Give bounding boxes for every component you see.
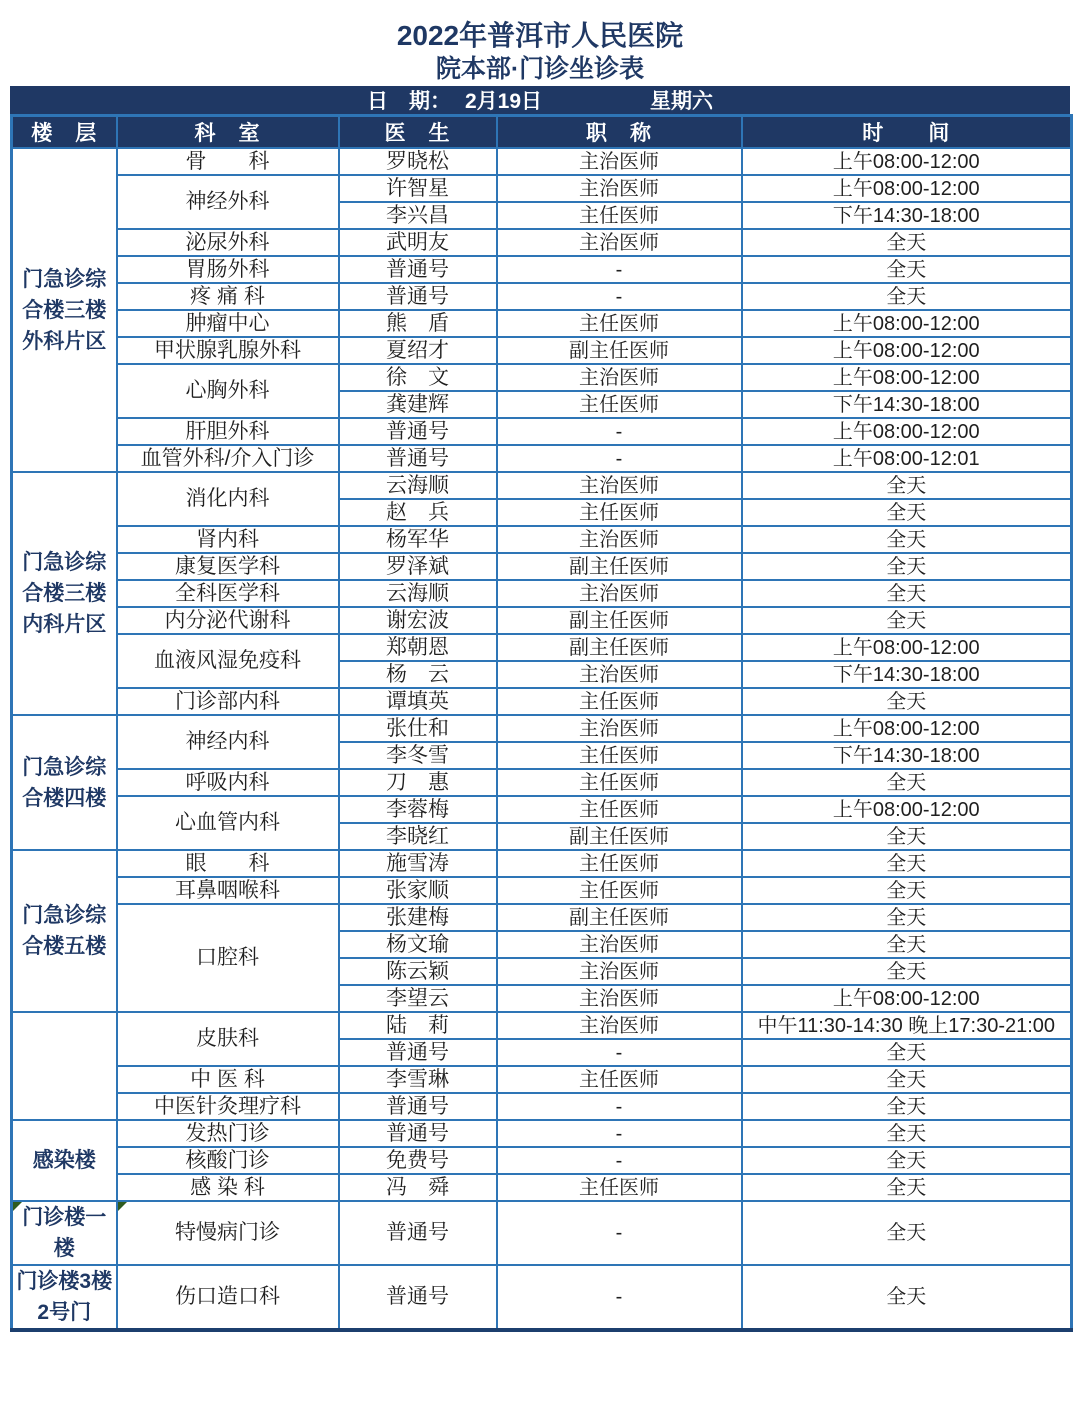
title-cell: 副主任医师 [497, 823, 742, 850]
department-cell: 骨 科 [117, 148, 339, 175]
department-cell: 中医针灸理疗科 [117, 1093, 339, 1120]
doctor-cell: 普通号 [339, 418, 497, 445]
department-cell: 感 染 科 [117, 1174, 339, 1201]
floor-cell [12, 850, 117, 1012]
department-cell: 耳鼻咽喉科 [117, 877, 339, 904]
column-header-floor: 楼 层 [12, 116, 117, 149]
title-cell: - [497, 418, 742, 445]
column-header-time: 时 间 [742, 116, 1072, 149]
floor-label-line: 门诊楼3楼 [16, 1270, 113, 1293]
floor-cell [12, 715, 117, 850]
title-cell: 副主任医师 [497, 634, 742, 661]
schedule-row [12, 1093, 1072, 1120]
title-cell: 主治医师 [497, 715, 742, 742]
floor-label-line: 门诊楼一 [22, 1206, 107, 1229]
title-cell: 主治医师 [497, 472, 742, 499]
time-cell: 全天 [742, 850, 1072, 877]
department-cell: 泌尿外科 [117, 229, 339, 256]
title-cell: - [497, 1039, 742, 1066]
department-cell: 呼吸内科 [117, 769, 339, 796]
schedule-row [12, 1201, 1072, 1265]
time-cell: 全天 [742, 472, 1072, 499]
time-cell: 上午08:00-12:00 [742, 715, 1072, 742]
department-cell: 胃肠外科 [117, 256, 339, 283]
doctor-cell: 陆 莉 [339, 1012, 497, 1039]
time-cell: 上午08:00-12:00 [742, 418, 1072, 445]
time-cell: 上午08:00-12:00 [742, 148, 1072, 175]
doctor-cell: 李雪琳 [339, 1066, 497, 1093]
floor-label-line: 外科片区 [22, 329, 107, 353]
column-header-department: 科 室 [117, 116, 339, 149]
floor-label-line: 门急诊综 [22, 904, 107, 927]
time-cell: 上午08:00-12:01 [742, 445, 1072, 472]
schedule-row [12, 337, 1072, 364]
title-cell: - [497, 256, 742, 283]
time-cell: 全天 [742, 1201, 1072, 1265]
doctor-cell: 郑朝恩 [339, 634, 497, 661]
title-cell: - [497, 1265, 742, 1330]
floor-label-line: 合楼五楼 [22, 935, 107, 958]
doctor-cell: 张家顺 [339, 877, 497, 904]
department-cell: 全科医学科 [117, 580, 339, 607]
time-cell: 下午14:30-18:00 [742, 661, 1072, 688]
schedule-row [12, 904, 1072, 931]
doctor-cell: 普通号 [339, 445, 497, 472]
schedule-row [12, 175, 1072, 202]
time-cell: 上午08:00-12:00 [742, 310, 1072, 337]
time-cell: 下午14:30-18:00 [742, 202, 1072, 229]
doctor-cell: 熊 盾 [339, 310, 497, 337]
doctor-cell: 云海顺 [339, 580, 497, 607]
title-cell: 主任医师 [497, 1174, 742, 1201]
time-cell: 全天 [742, 1066, 1072, 1093]
schedule-row [12, 877, 1072, 904]
floor-cell [12, 148, 117, 472]
department-cell: 口腔科 [117, 904, 339, 1012]
floor-label-line: 门急诊综 [22, 267, 107, 291]
doctor-cell: 普通号 [339, 1201, 497, 1265]
schedule-row [12, 607, 1072, 634]
doctor-cell: 夏绍才 [339, 337, 497, 364]
schedule-row [12, 418, 1072, 445]
floor-label-line: 合楼三楼 [22, 582, 107, 605]
doctor-cell: 谭填英 [339, 688, 497, 715]
time-cell: 上午08:00-12:00 [742, 634, 1072, 661]
schedule-row [12, 1265, 1072, 1330]
doctor-cell: 许智星 [339, 175, 497, 202]
title-cell: - [497, 283, 742, 310]
schedule-row [12, 364, 1072, 391]
corner-marker-triangle [13, 1202, 22, 1211]
schedule-row [12, 634, 1072, 661]
department-cell: 甲状腺乳腺外科 [117, 337, 339, 364]
time-cell: 全天 [742, 931, 1072, 958]
department-cell: 门诊部内科 [117, 688, 339, 715]
title-cell: 副主任医师 [497, 904, 742, 931]
title-cell: 主治医师 [497, 985, 742, 1012]
doctor-cell: 赵 兵 [339, 499, 497, 526]
title-cell: - [497, 445, 742, 472]
title-cell: 主任医师 [497, 391, 742, 418]
time-cell: 全天 [742, 1093, 1072, 1120]
title-cell: - [497, 1147, 742, 1174]
doctor-cell: 谢宏波 [339, 607, 497, 634]
column-header-title: 职 称 [497, 116, 742, 149]
doctor-cell: 普通号 [339, 1265, 497, 1330]
floor-label-line: 2号门 [37, 1301, 92, 1324]
schedule-row [12, 688, 1072, 715]
schedule-row [12, 445, 1072, 472]
doctor-cell: 李晓红 [339, 823, 497, 850]
title-cell: 主任医师 [497, 850, 742, 877]
floor-label-line: 合楼四楼 [22, 786, 107, 810]
schedule-row [12, 1066, 1072, 1093]
time-cell: 全天 [742, 904, 1072, 931]
time-cell: 下午14:30-18:00 [742, 391, 1072, 418]
page-title [10, 10, 1070, 86]
time-cell: 全天 [742, 526, 1072, 553]
time-cell: 上午08:00-12:00 [742, 796, 1072, 823]
title-cell: 主任医师 [497, 688, 742, 715]
schedule-row [12, 283, 1072, 310]
department-cell: 核酸门诊 [117, 1147, 339, 1174]
schedule-page [10, 10, 1070, 1332]
title-cell: - [497, 1093, 742, 1120]
time-cell: 全天 [742, 580, 1072, 607]
schedule-row [12, 1120, 1072, 1147]
schedule-row [12, 1012, 1072, 1039]
corner-marker-triangle [118, 1202, 127, 1211]
department-cell: 神经外科 [117, 175, 339, 229]
floor-cell [12, 472, 117, 715]
time-cell: 全天 [742, 499, 1072, 526]
doctor-cell: 张建梅 [339, 904, 497, 931]
time-cell: 全天 [742, 1120, 1072, 1147]
department-cell: 心血管内科 [117, 796, 339, 850]
title-cell: 主任医师 [497, 742, 742, 769]
time-cell: 上午08:00-12:00 [742, 337, 1072, 364]
title-cell: 主任医师 [497, 877, 742, 904]
schedule-row [12, 1147, 1072, 1174]
department-cell: 伤口造口科 [117, 1265, 339, 1330]
schedule-row [12, 553, 1072, 580]
department-cell: 血液风湿免疫科 [117, 634, 339, 688]
schedule-subtitle: 院本部·门诊坐诊表 [435, 55, 645, 83]
department-cell: 特慢病门诊 [117, 1201, 339, 1265]
doctor-cell: 罗晓松 [339, 148, 497, 175]
column-header-doctor: 医 生 [339, 116, 497, 149]
time-cell: 全天 [742, 1039, 1072, 1066]
column-header-row [12, 116, 1072, 149]
title-cell: 副主任医师 [497, 607, 742, 634]
schedule-row [12, 526, 1072, 553]
floor-label-line: 门急诊综 [22, 551, 107, 574]
department-cell: 发热门诊 [117, 1120, 339, 1147]
time-cell: 下午14:30-18:00 [742, 742, 1072, 769]
schedule-row [12, 769, 1072, 796]
date-bar [10, 86, 1070, 114]
floor-cell [12, 1012, 117, 1120]
doctor-cell: 普通号 [339, 283, 497, 310]
doctor-cell: 刀 惠 [339, 769, 497, 796]
department-cell: 疼 痛 科 [117, 283, 339, 310]
schedule-row [12, 796, 1072, 823]
schedule-row [12, 1174, 1072, 1201]
time-cell: 全天 [742, 607, 1072, 634]
department-cell: 消化内科 [117, 472, 339, 526]
floor-cell [12, 1120, 117, 1201]
department-cell: 眼 科 [117, 850, 339, 877]
title-cell: 主治医师 [497, 175, 742, 202]
floor-label-line: 楼 [53, 1237, 75, 1260]
department-cell: 内分泌代谢科 [117, 607, 339, 634]
doctor-cell: 普通号 [339, 1039, 497, 1066]
floor-cell [12, 1265, 117, 1330]
time-cell: 上午08:00-12:00 [742, 175, 1072, 202]
title-cell: 主治医师 [497, 661, 742, 688]
doctor-cell: 李冬雪 [339, 742, 497, 769]
time-cell: 全天 [742, 688, 1072, 715]
doctor-cell: 普通号 [339, 1120, 497, 1147]
department-cell: 中 医 科 [117, 1066, 339, 1093]
date-value: 2月19日 [464, 90, 543, 113]
floor-label-line: 感染楼 [32, 1149, 96, 1172]
title-cell: 主治医师 [497, 148, 742, 175]
title-cell: 主任医师 [497, 1066, 742, 1093]
department-cell: 血管外科/介入门诊 [117, 445, 339, 472]
doctor-cell: 龚建辉 [339, 391, 497, 418]
title-cell: 主任医师 [497, 202, 742, 229]
title-cell: 主治医师 [497, 1012, 742, 1039]
weekday-value: 星期六 [650, 90, 714, 113]
time-cell: 全天 [742, 553, 1072, 580]
doctor-cell: 李蓉梅 [339, 796, 497, 823]
doctor-cell: 武明友 [339, 229, 497, 256]
schedule-row [12, 148, 1072, 175]
hospital-title: 2022年普洱市人民医院 [396, 20, 684, 51]
schedule-row [12, 580, 1072, 607]
title-cell: 主治医师 [497, 580, 742, 607]
title-cell: 主任医师 [497, 769, 742, 796]
title-cell: 主治医师 [497, 526, 742, 553]
title-cell: - [497, 1120, 742, 1147]
schedule-row [12, 472, 1072, 499]
doctor-cell: 杨文瑜 [339, 931, 497, 958]
floor-label-line: 门急诊综 [22, 755, 107, 779]
title-cell: 副主任医师 [497, 553, 742, 580]
schedule-row [12, 715, 1072, 742]
schedule-table [10, 114, 1073, 1332]
doctor-cell: 罗泽斌 [339, 553, 497, 580]
title-cell: 副主任医师 [497, 337, 742, 364]
floor-label-line: 合楼三楼 [22, 298, 107, 322]
title-cell: 主任医师 [497, 310, 742, 337]
time-cell: 全天 [742, 877, 1072, 904]
title-cell: 主任医师 [497, 499, 742, 526]
time-cell: 全天 [742, 1265, 1072, 1330]
department-cell: 肿瘤中心 [117, 310, 339, 337]
title-cell: 主任医师 [497, 796, 742, 823]
schedule-row [12, 310, 1072, 337]
time-cell: 全天 [742, 769, 1072, 796]
doctor-cell: 普通号 [339, 256, 497, 283]
doctor-cell: 杨军华 [339, 526, 497, 553]
schedule-row [12, 256, 1072, 283]
time-cell: 全天 [742, 1147, 1072, 1174]
time-cell: 全天 [742, 823, 1072, 850]
schedule-row [12, 850, 1072, 877]
floor-label-line: 内科片区 [22, 613, 107, 636]
title-cell: - [497, 1201, 742, 1265]
doctor-cell: 李兴昌 [339, 202, 497, 229]
doctor-cell: 普通号 [339, 1093, 497, 1120]
department-cell: 心胸外科 [117, 364, 339, 418]
floor-cell [12, 1201, 117, 1265]
doctor-cell: 陈云颖 [339, 958, 497, 985]
doctor-cell: 冯 舜 [339, 1174, 497, 1201]
title-cell: 主治医师 [497, 364, 742, 391]
doctor-cell: 杨 云 [339, 661, 497, 688]
department-cell: 肾内科 [117, 526, 339, 553]
doctor-cell: 云海顺 [339, 472, 497, 499]
title-cell: 主治医师 [497, 931, 742, 958]
date-label: 日 期： [366, 90, 451, 113]
department-cell: 肝胆外科 [117, 418, 339, 445]
doctor-cell: 徐 文 [339, 364, 497, 391]
doctor-cell: 施雪涛 [339, 850, 497, 877]
department-cell: 皮肤科 [117, 1012, 339, 1066]
time-cell: 中午11:30-14:30 晚上17:30-21:00 [742, 1012, 1072, 1039]
department-cell: 康复医学科 [117, 553, 339, 580]
time-cell: 上午08:00-12:00 [742, 364, 1072, 391]
time-cell: 上午08:00-12:00 [742, 985, 1072, 1012]
title-cell: 主治医师 [497, 229, 742, 256]
doctor-cell: 李望云 [339, 985, 497, 1012]
time-cell: 全天 [742, 229, 1072, 256]
time-cell: 全天 [742, 256, 1072, 283]
schedule-row [12, 229, 1072, 256]
department-cell: 神经内科 [117, 715, 339, 769]
title-cell: 主治医师 [497, 958, 742, 985]
doctor-cell: 张仕和 [339, 715, 497, 742]
doctor-cell: 免费号 [339, 1147, 497, 1174]
time-cell: 全天 [742, 1174, 1072, 1201]
schedule-table-body [12, 148, 1072, 1330]
time-cell: 全天 [742, 958, 1072, 985]
time-cell: 全天 [742, 283, 1072, 310]
